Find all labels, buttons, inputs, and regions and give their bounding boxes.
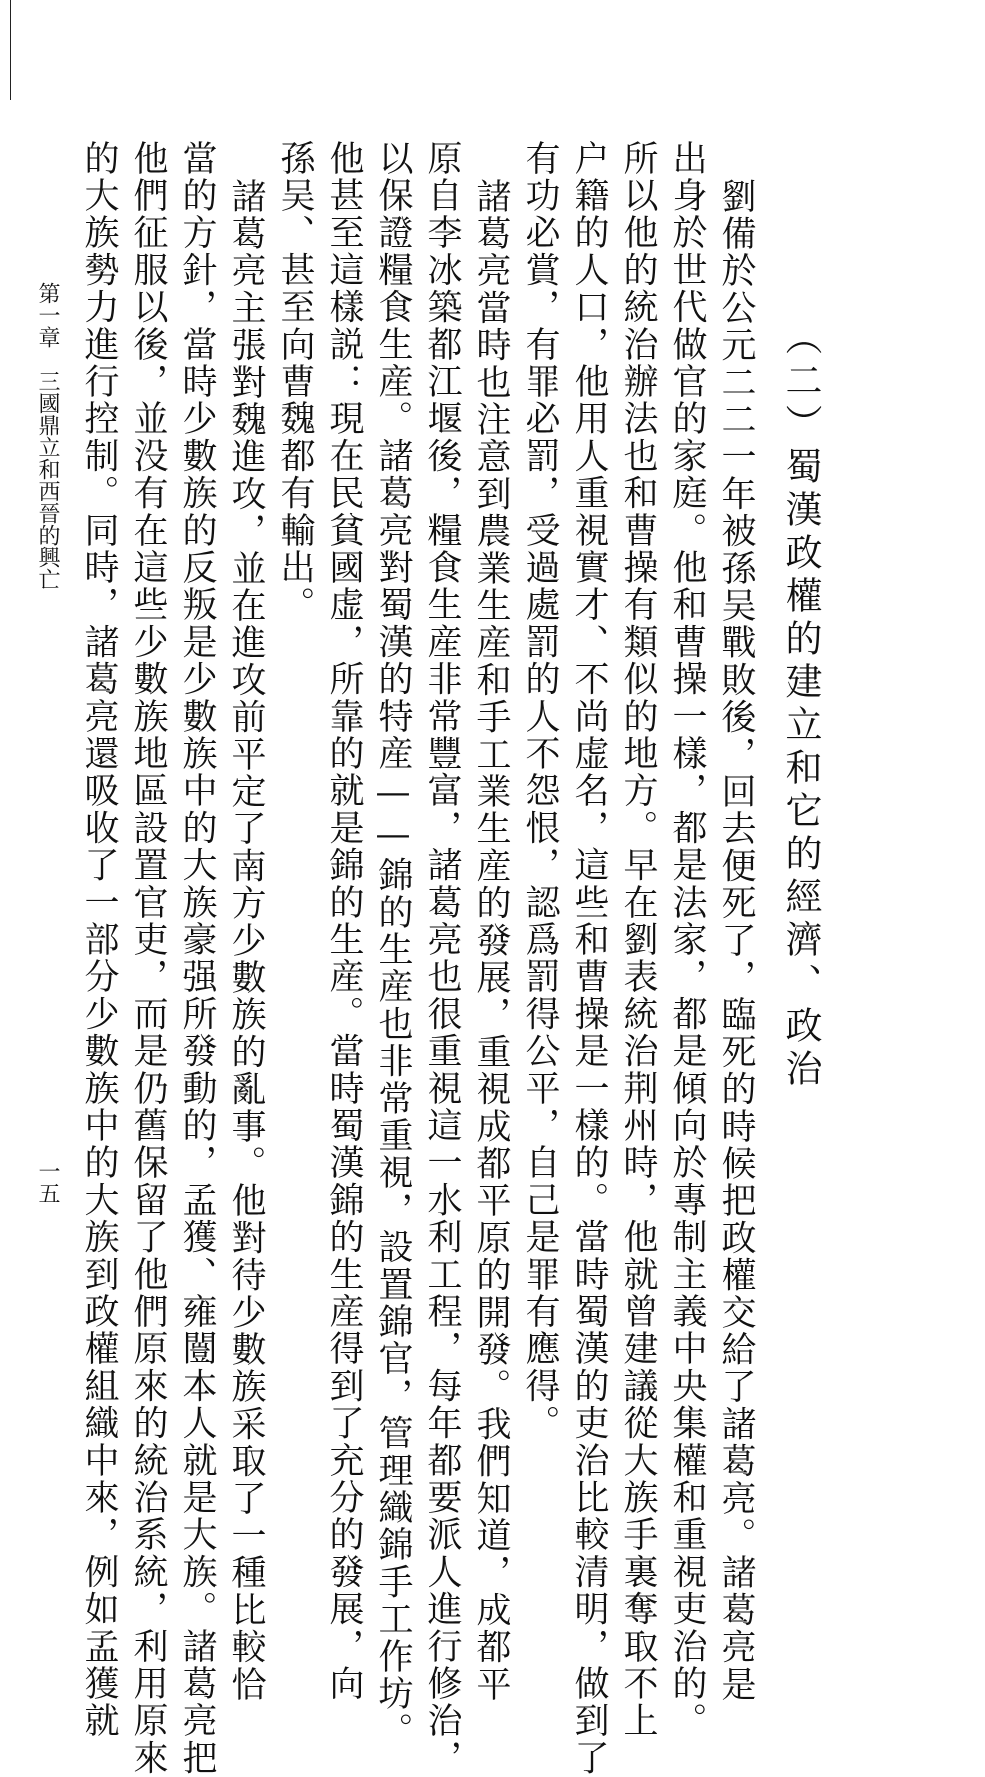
text-line-10: 孫吴、甚至向曹魏都有輸出。 — [275, 140, 315, 624]
text-line-5: 有功必賞，有罪必罰，受過處罰的人不怨恨，認爲罰得公平，自己是罪有應得。 — [520, 140, 560, 1442]
text-line-7: 原自李冰築都江堰後，糧食生産非常豐富，諸葛亮也很重視這一水利工程，每年都要派人進行修治， — [422, 140, 462, 1777]
section-heading: （二）蜀漢政權的建立和它的經濟、政治 — [779, 318, 822, 1092]
text-line-3: 所以他的統治辦法也和曹操有類似的地方。早在劉表統治荆州時，他就曾建議從大族手裏奪取不上 — [618, 140, 658, 1740]
text-line-6: 諸葛亮當時也注意到農業生産和手工業生産的發展，重視成都平原的開發。我們知道，成都平 — [471, 178, 511, 1704]
page-edge-line — [10, 0, 11, 100]
text-line-9: 他甚至這樣説：現在民貧國虚，所靠的就是錦的生産。當時蜀漢錦的生産得到了充分的發展，向 — [324, 140, 364, 1703]
text-line-14: 的大族勢力進行控制。同時，諸葛亮還吸收了一部分少數族中的大族到政權組織中來，例如孟獲就 — [79, 140, 119, 1740]
text-line-13: 他們征服以後，並没有在這些少數族地區設置官吏，而是仍舊保留了他們原來的統治系統，利用原來 — [128, 140, 168, 1777]
text-line-8: 以保證糧食生産。諸葛亮對蜀漢的特産——錦的生産也非常重視，設置錦官，管理織錦手工作坊。 — [373, 140, 413, 1750]
text-line-4: 户籍的人口，他用人重視實才、不尚虚名，這些和曹操是一樣的。當時蜀漢的吏治比較清明，做到了 — [569, 140, 609, 1777]
chapter-title: 第一章 三國鼎立和西晉的興亡 — [35, 282, 60, 590]
text-line-1: 劉備於公元二二一年被孫吴戰敗後，回去便死了，臨死的時候把政權交給了諸葛亮。諸葛亮是 — [716, 178, 756, 1704]
text-line-2: 出身於世代做官的家庭。他和曹操一樣，都是法家，都是傾向於專制主義中央集權和重視吏治的。 — [667, 140, 707, 1740]
text-line-12: 當的方針，當時少數族的反叛是少數族中的大族豪强所發動的，孟獲、雍闓本人就是大族。諸葛亮把 — [177, 140, 217, 1777]
page-number: 一五 — [35, 1160, 60, 1204]
text-line-11: 諸葛亮主張對魏進攻，並在進攻前平定了南方少數族的亂事。他對待少數族采取了一種比較恰 — [226, 178, 266, 1704]
